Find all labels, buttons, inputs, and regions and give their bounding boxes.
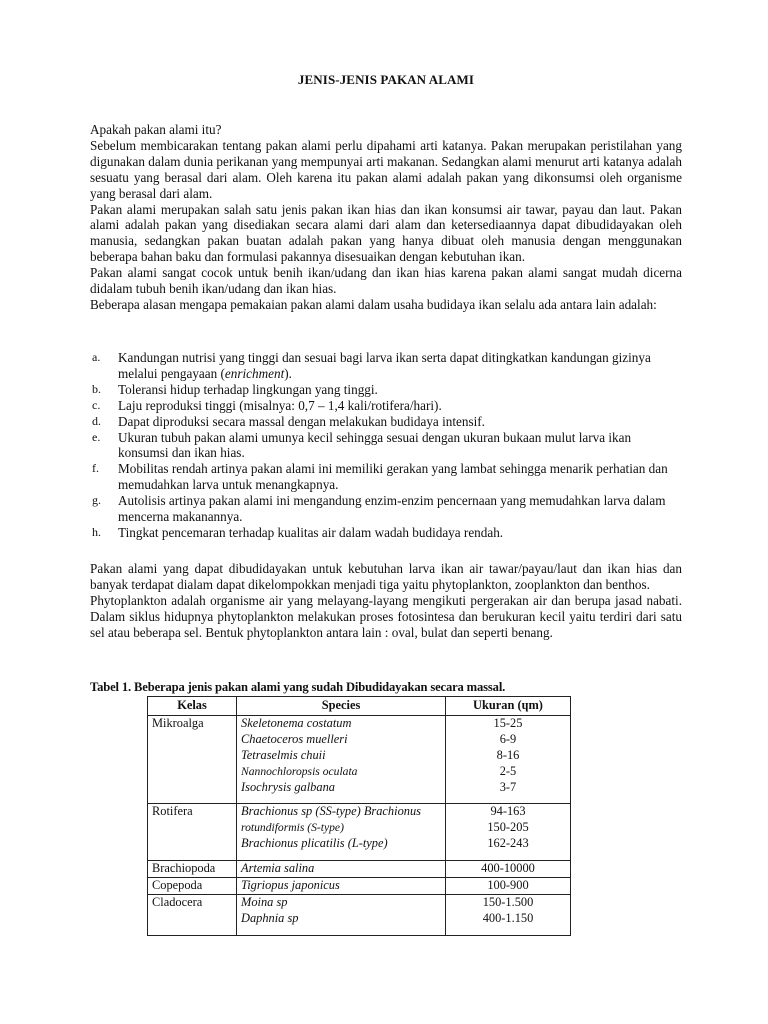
header-ukuran: Ukuran (ɥm) bbox=[446, 697, 571, 716]
species-name: Nannochloropsis oculata bbox=[241, 764, 358, 778]
list-item-text: Tingkat pencemaran terhadap kualitas air dalam wadah budidaya rendah. bbox=[118, 524, 504, 540]
list-item bbox=[90, 398, 682, 414]
list-item-tail: ). bbox=[284, 365, 292, 381]
list-item-text: Mobilitas rendah artinya pakan alami ini memiliki gerakan yang lambat sehingga menarik perhatian dan memudahkan larva untuk menangkapnya. bbox=[118, 461, 668, 493]
list-marker: d. bbox=[92, 413, 101, 428]
intro-question: Apakah pakan alami itu? bbox=[90, 122, 222, 137]
cell-ukuran bbox=[446, 804, 571, 861]
size-value: 8-16 bbox=[496, 747, 520, 762]
list-item bbox=[90, 430, 682, 462]
species-name: Skeletonema costatum bbox=[241, 715, 352, 730]
size-value: 150-205 bbox=[487, 820, 529, 835]
list-marker: h. bbox=[92, 524, 101, 539]
cell-ukuran bbox=[446, 861, 571, 878]
size-value: 94-163 bbox=[490, 804, 526, 819]
list-marker: a. bbox=[92, 350, 101, 364]
list-marker: e. bbox=[92, 429, 101, 444]
species-name: Daphnia sp bbox=[241, 910, 299, 925]
cell-ukuran bbox=[446, 715, 571, 804]
cell-kelas: Cladocera bbox=[148, 894, 237, 935]
list-item-text: Toleransi hidup terhadap lingkungan yang tinggi. bbox=[118, 381, 378, 397]
species-name: Chaetoceros muelleri bbox=[241, 731, 348, 746]
list-marker: g. bbox=[92, 493, 101, 508]
plankton-section bbox=[90, 561, 682, 641]
table-row bbox=[148, 861, 571, 878]
intro-paragraph-2: Pakan alami merupakan salah satu jenis pakan ikan hias dan ikan konsumsi air tawar, payau dan laut. Pakan alami adalah pakan yang disediakan secara alami dari alam dan ketersediaannya dapat dibudidayakan oleh manusia, sedangkan pakan buatan adalah pakan yang hanya dibuat oleh manusia dengan menggunakan beberapa bahan baku dan formulasi pakannya disesuaikan dengan kebutuhan ikan. bbox=[90, 201, 682, 265]
pakan-alami-table bbox=[147, 696, 571, 936]
table-row bbox=[148, 715, 571, 804]
cell-ukuran bbox=[446, 894, 571, 935]
cell-species bbox=[237, 894, 446, 935]
cell-kelas: Mikroalga bbox=[148, 715, 237, 804]
reasons-list bbox=[90, 350, 682, 541]
intro-paragraph-4: Beberapa alasan mengapa pemakaian pakan alami dalam usaha budidaya ikan selalu ada antara lain adalah: bbox=[90, 296, 657, 312]
size-value: 6-9 bbox=[499, 731, 517, 746]
species-name: Tetraselmis chuii bbox=[241, 747, 326, 762]
cell-species bbox=[237, 715, 446, 804]
cell-species bbox=[237, 861, 446, 878]
size-value: 400-10000 bbox=[481, 861, 535, 876]
table-header-row bbox=[148, 697, 571, 716]
list-item-text: Autolisis artinya pakan alami ini mengandung enzim-enzim pencernaan yang memudahkan larva dalam mencerna makanannya. bbox=[118, 493, 666, 525]
list-item bbox=[90, 461, 682, 493]
intro-paragraph-3: Pakan alami sangat cocok untuk benih ikan/udang dan ikan hias karena pakan alami sangat mudah dicerna didalam tubuh benih ikan/udang dan ikan hias. bbox=[90, 265, 682, 297]
size-value: 162-243 bbox=[487, 836, 529, 851]
cell-kelas: Copepoda bbox=[148, 878, 237, 895]
intro-paragraph-1: Sebelum membicarakan tentang pakan alami perlu dipahami arti katanya. Pakan merupakan peristilahan yang digunakan dalam dunia perikanan yang mempunyai arti makanan. Sedangkan alami menurut arti katanya adalah sesuatu yang berasal dari alam. Oleh karena itu pakan alami adalah pakan yang dikonsumsi oleh organisme yang berasal dari alam. bbox=[90, 137, 682, 201]
list-item-text: Laju reproduksi tinggi (misalnya: 0,7 – 1,4 kali/rotifera/hari). bbox=[118, 397, 442, 413]
list-item bbox=[90, 525, 682, 541]
species-name: Brachionus plicatilis (L-type) bbox=[241, 836, 388, 851]
species-name: Brachionus sp (SS-type) Brachionus bbox=[241, 804, 421, 819]
cell-ukuran bbox=[446, 878, 571, 895]
species-name: rotundiformis (S-type) bbox=[241, 821, 344, 835]
list-item bbox=[90, 382, 682, 398]
list-item bbox=[90, 414, 682, 430]
list-item bbox=[90, 493, 682, 525]
species-name: Isochrysis galbana bbox=[241, 779, 335, 794]
cell-species bbox=[237, 804, 446, 861]
list-item-text: Kandungan nutrisi yang tinggi dan sesuai bagi larva ikan serta dapat ditingkatkan kandungan gizinya melalui pengayaan ( bbox=[118, 350, 651, 381]
table-caption: Tabel 1. Beberapa jenis pakan alami yang sudah Dibudidayakan secara massal. bbox=[90, 680, 506, 694]
list-marker: c. bbox=[92, 397, 101, 412]
species-name: Tigriopus japonicus bbox=[241, 878, 340, 893]
intro-section bbox=[90, 122, 682, 313]
size-value: 3-7 bbox=[499, 779, 517, 794]
table-row bbox=[148, 804, 571, 861]
size-value: 15-25 bbox=[493, 715, 523, 730]
list-item-emphasis: enrichment bbox=[224, 365, 285, 381]
list-item-text: Dapat diproduksi secara massal dengan melakukan budidaya intensif. bbox=[118, 413, 485, 429]
list-marker: f. bbox=[92, 461, 99, 476]
page-title: JENIS-JENIS PAKAN ALAMI bbox=[297, 72, 475, 87]
size-value: 150-1.500 bbox=[482, 894, 534, 909]
cell-kelas: Rotifera bbox=[148, 804, 237, 861]
size-value: 100-900 bbox=[487, 878, 529, 893]
table-row bbox=[148, 878, 571, 895]
plankton-paragraph-1: Pakan alami yang dapat dibudidayakan untuk kebutuhan larva ikan air tawar/payau/laut dan ikan hias dan banyak terdapat dialam dapat dikelompokkan menjadi tiga yaitu phytoplankton, zooplankton dan benthos. bbox=[90, 561, 682, 592]
plankton-paragraph-2: Phytoplankton adalah organisme air yang melayang-layang mengikuti pergerakan air dan berupa jasad nabati. Dalam siklus hidupnya phytoplankton melakukan proses fotosintesa dan berukuran kecil yaitu terdiri dari satu sel atau beberapa sel. Bentuk phytoplankton antara lain : oval, bulat dan seperti benang. bbox=[90, 592, 682, 640]
table-row bbox=[148, 894, 571, 935]
header-kelas: Kelas bbox=[148, 697, 237, 716]
size-value: 2-5 bbox=[499, 763, 517, 778]
list-item-text: Ukuran tubuh pakan alami umunya kecil sehingga sesuai dengan ukuran bukaan mulut larva ikan konsumsi dan ikan hias. bbox=[118, 429, 632, 461]
size-value: 400-1.150 bbox=[482, 910, 534, 925]
cell-kelas: Brachiopoda bbox=[148, 861, 237, 878]
cell-species bbox=[237, 878, 446, 895]
header-species: Species bbox=[237, 697, 446, 716]
list-item bbox=[90, 350, 682, 382]
species-name: Artemia salina bbox=[241, 861, 315, 876]
list-marker: b. bbox=[92, 381, 101, 396]
species-name: Moina sp bbox=[241, 894, 288, 909]
